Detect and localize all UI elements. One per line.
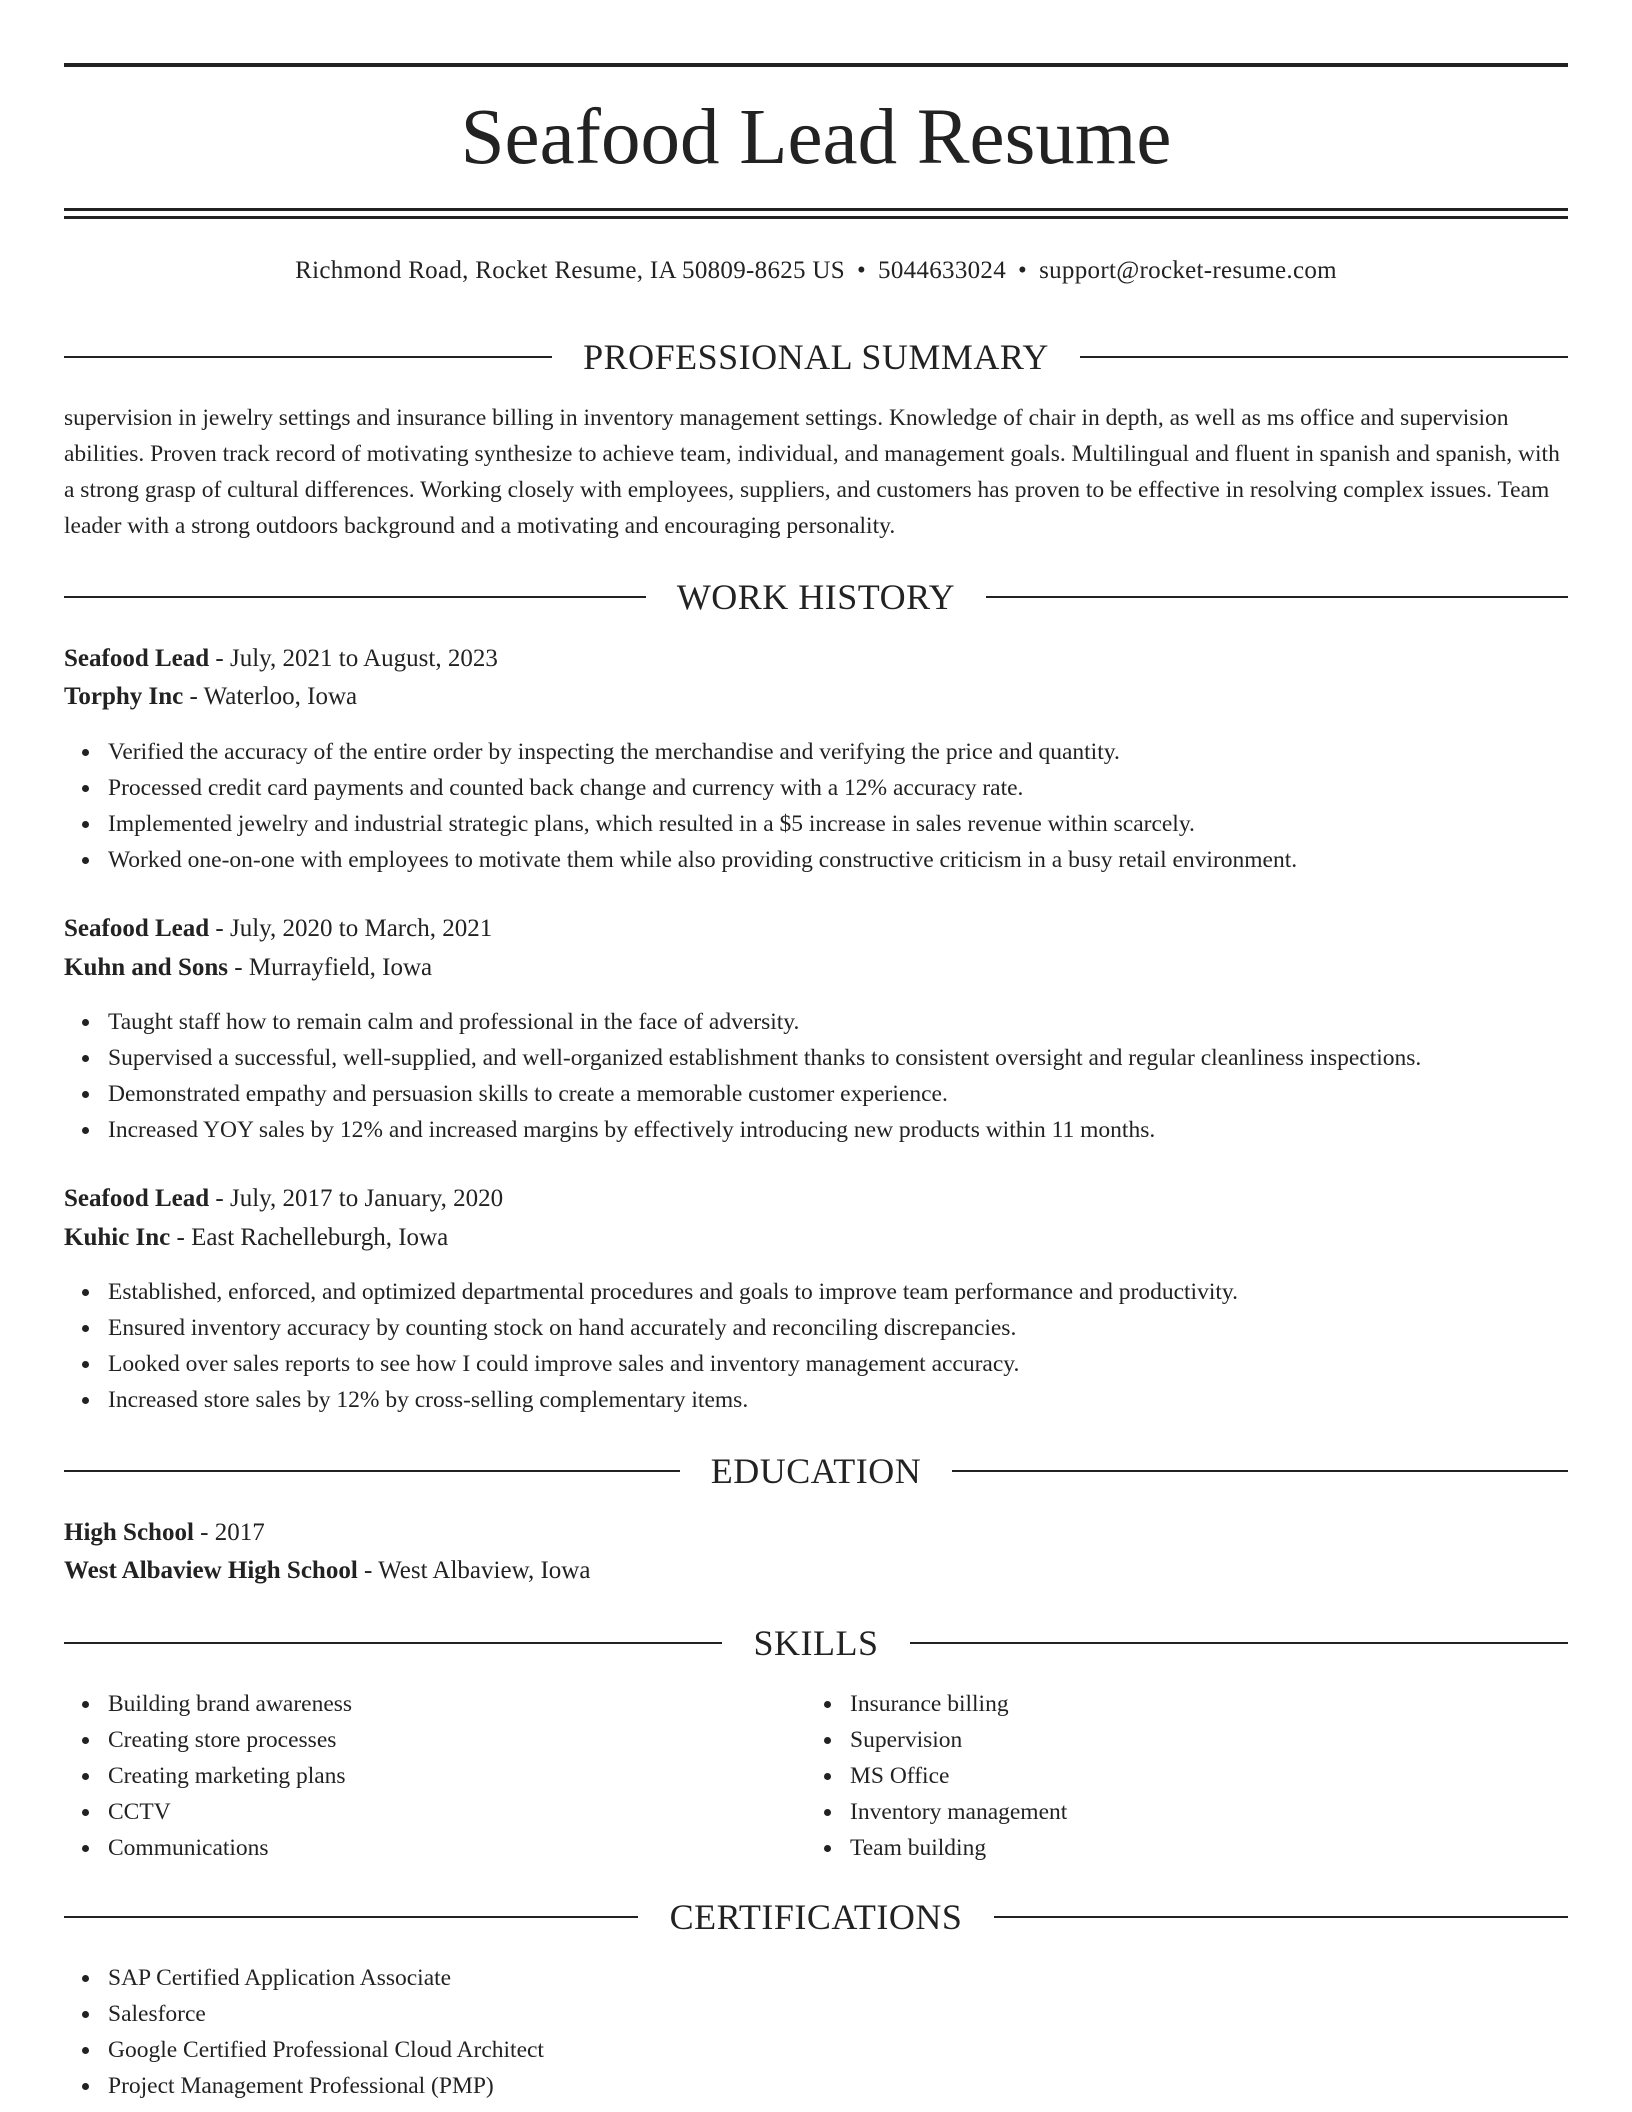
job-bullets [64,1274,1238,1418]
job-dates: - July, 2017 to January, 2020 [209,1185,504,1212]
job-title: Seafood Lead [64,1185,210,1212]
summary-section-heading [64,332,1568,382]
list-item: Worked one-on-one with employees to motivate them while also providing constructive criticism in a busy retail environment. [108,842,1297,878]
skill-item: Creating store processes [108,1722,352,1758]
certification-item: SAP Certified Application Associate [108,1960,544,1996]
education-heading: EDUCATION [710,1451,922,1491]
contact-separator: • [856,257,867,284]
certifications-heading: CERTIFICATIONS [669,1897,963,1937]
list-item: Increased store sales by 12% by cross-selling complementary items. [108,1382,1238,1418]
job-location: - Waterloo, Iowa [183,683,358,710]
job-bullets [64,1004,1421,1148]
job-title-line [64,641,498,677]
heading-rule-right [910,1642,1568,1644]
job-company: Torphy Inc [64,683,184,710]
skill-item: Building brand awareness [108,1686,352,1722]
job-title-line [64,911,492,947]
skills-heading: SKILLS [753,1623,879,1663]
list-item: Looked over sales reports to see how I could improve sales and inventory management accuracy. [108,1346,1238,1382]
job-company-line [64,679,357,715]
list-item: Verified the accuracy of the entire order by inspecting the merchandise and verifying the price and quantity. [108,734,1297,770]
certification-item: Project Management Professional (PMP) [108,2068,544,2104]
heading-rule-right [952,1470,1568,1472]
list-item: Processed credit card payments and counted back change and currency with a 12% accuracy rate. [108,770,1297,806]
skill-item: CCTV [108,1794,352,1830]
education-degree-line [64,1515,265,1551]
list-item: Increased YOY sales by 12% and increased margins by effectively introducing new products within 11 months. [108,1112,1421,1148]
certifications-list [64,1960,544,2104]
job-title: Seafood Lead [64,915,210,942]
skills-section-heading [64,1618,1568,1668]
heading-rule-right [994,1916,1568,1918]
contact-line [64,253,1568,289]
list-item: Implemented jewelry and industrial strategic plans, which resulted in a $5 increase in sales revenue within scarcely. [108,806,1297,842]
education-section-heading [64,1446,1568,1496]
education-school: West Albaview High School [64,1557,358,1584]
job-bullets [64,734,1297,878]
page-title: Seafood Lead Resume [460,94,1172,181]
skills-list-right [806,1686,1067,1866]
skill-item: Communications [108,1830,352,1866]
education-degree: High School [64,1519,194,1546]
skill-item: MS Office [850,1758,1067,1794]
list-item: Established, enforced, and optimized departmental procedures and goals to improve team performance and productivity. [108,1274,1238,1310]
list-item: Demonstrated empathy and persuasion skills to create a memorable customer experience. [108,1076,1421,1112]
list-item: Ensured inventory accuracy by counting stock on hand accurately and reconciling discrepancies. [108,1310,1238,1346]
contact-address: Richmond Road, Rocket Resume, IA 50809-8625 US [295,257,845,284]
certifications-section-heading [64,1892,1568,1942]
work-heading: WORK HISTORY [676,577,956,617]
heading-rule-right [986,596,1568,598]
education-year: - 2017 [193,1519,265,1546]
job-location: - Murrayfield, Iowa [228,954,433,981]
skill-item: Supervision [850,1722,1067,1758]
job-company-line [64,1220,448,1256]
summary-text: supervision in jewelry settings and insurance billing in inventory management settings. Knowledge of chair in depth, as well as ms office and supervision abilities. Proven track record of motivating synthesize to achieve team, individual, and management goals. Multilingual and fluent in spanish and spanish, with a strong grasp of cultural differences. Working closely with employees, suppliers, and customers has proven to be effective in resolving complex issues. Team leader with a strong outdoors background and a motivating and encouraging personality. [64,405,1560,539]
certification-item: Google Certified Professional Cloud Architect [108,2032,544,2068]
job-dates: - July, 2020 to March, 2021 [209,915,493,942]
job-dates: - July, 2021 to August, 2023 [209,645,498,672]
skills-list-left [64,1686,352,1866]
header-double-rule-lower [64,216,1568,219]
job-location: - East Rachelleburgh, Iowa [170,1224,449,1251]
certification-item: Salesforce [108,1996,544,2032]
skill-item: Inventory management [850,1794,1067,1830]
heading-rule-right [1080,356,1568,358]
summary-heading: PROFESSIONAL SUMMARY [583,337,1049,377]
header-double-rule-upper [64,208,1568,211]
contact-email: support@rocket-resume.com [1039,257,1337,284]
job-title: Seafood Lead [64,645,210,672]
education-location: - West Albaview, Iowa [357,1557,591,1584]
job-title-line [64,1181,503,1217]
list-item: Taught staff how to remain calm and professional in the face of adversity. [108,1004,1421,1040]
contact-separator: • [1018,257,1028,284]
skill-item: Team building [850,1830,1067,1866]
skill-item: Insurance billing [850,1686,1067,1722]
job-company: Kuhn and Sons [64,954,229,981]
education-school-line [64,1553,590,1589]
contact-phone: 5044633024 [878,257,1007,284]
header-top-rule [64,63,1568,67]
work-section-heading [64,572,1568,622]
list-item: Supervised a successful, well-supplied, and well-organized establishment thanks to consistent oversight and regular cleanliness inspections. [108,1040,1421,1076]
job-company-line [64,950,432,986]
job-company: Kuhic Inc [64,1224,171,1251]
skill-item: Creating marketing plans [108,1758,352,1794]
